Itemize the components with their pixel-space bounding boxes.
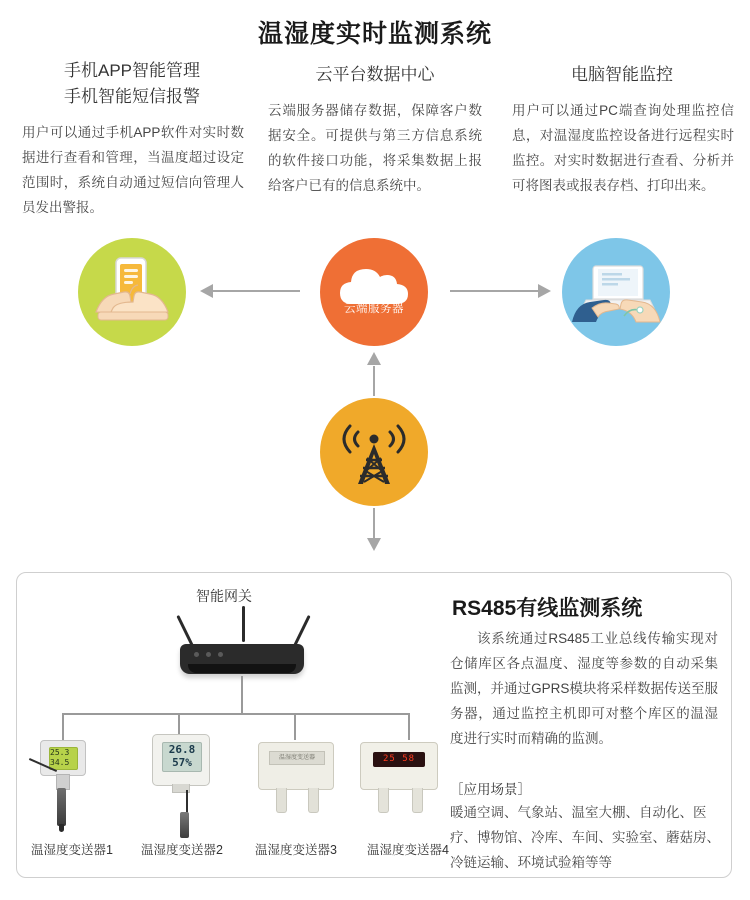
column-cloud-title: 云平台数据中心 (315, 65, 435, 84)
router-led-3 (218, 652, 223, 657)
device-4-probe-2 (412, 788, 423, 813)
pc-monitor-illustration (562, 238, 670, 346)
arrow-tower-to-gateway-head (367, 538, 381, 551)
bus-stem-line (241, 676, 243, 714)
arrow-tower-to-cloud-head (367, 352, 381, 365)
device-2-screen (162, 742, 202, 772)
device-3-body (258, 742, 334, 790)
arrow-cloud-to-mobile-line (212, 290, 300, 292)
signal-tower-illustration (320, 398, 428, 506)
arrow-cloud-to-pc-head (538, 284, 551, 298)
hands-phone-icon (78, 238, 186, 346)
gateway-router-icon (180, 644, 304, 674)
device-2-screen-line2: 57% (172, 756, 192, 769)
device-1-screen-line2: 34.5 (50, 758, 70, 767)
cloud-badge-label: 云端服务器 (344, 303, 404, 315)
rs485-body: 该系统通过RS485工业总线传输实现对仓储库区各点温度、湿度等参数的自动采集监测，并通过GPRS模块将采样数据传送至服务器，通过监控主机即可对整个库区的温湿度进行实时而精确的监测。 (450, 631, 718, 746)
arrow-tower-to-cloud-line (373, 366, 375, 396)
router-led-1 (194, 652, 199, 657)
column-pc (508, 62, 736, 198)
bus-drop-line-1 (62, 714, 64, 740)
column-mobile-body: 用户可以通过手机APP软件对实时数据进行查看和管理，当温度超过设定范围时，系统自动通过短信向管理人员发出警报。 (22, 125, 244, 215)
arrow-cloud-to-mobile-head (200, 284, 213, 298)
device-1-probe (57, 788, 66, 826)
bus-drop-line-3 (294, 714, 296, 740)
device-1-body (40, 740, 86, 776)
column-cloud (266, 62, 484, 198)
device-4-screen: 25 58 (373, 752, 425, 767)
bus-horizontal-line (62, 713, 410, 715)
device-3-label: 温湿度变送器 (269, 751, 325, 765)
gateway-label: 智能网关 (196, 588, 252, 604)
bus-drop-line-4 (408, 714, 410, 740)
arrow-tower-to-gateway-line (373, 508, 375, 540)
device-2-caption: 温湿度变送器2 (141, 843, 223, 857)
device-2-body (152, 734, 210, 786)
device-4-probe-1 (378, 788, 389, 813)
device-3-caption: 温湿度变送器3 (255, 843, 337, 857)
rs485-title: RS485有线监测系统 (452, 597, 643, 620)
device-1-screen-line1: 25.3 (50, 748, 70, 757)
device-2-probe (180, 812, 189, 838)
column-pc-title: 电脑智能监控 (571, 65, 673, 84)
rs485-scene-title: ［应用场景］ (450, 782, 531, 797)
cloud-server-illustration (320, 238, 428, 346)
device-4-caption: 温湿度变送器4 (367, 843, 449, 857)
antenna-tower-icon (320, 398, 428, 506)
mobile-app-illustration (78, 238, 186, 346)
device-3-probe-1 (276, 788, 287, 813)
cloud-icon (320, 238, 428, 346)
device-1-caption: 温湿度变送器1 (31, 843, 113, 857)
device-4-body (360, 742, 438, 790)
page-title: 温湿度实时监测系统 (257, 20, 492, 48)
column-mobile (18, 58, 246, 220)
laptop-hands-icon (562, 238, 670, 346)
device-1-probe-tip (59, 824, 64, 832)
column-pc-body: 用户可以通过PC端查询处理监控信息，对温湿度监控设备进行远程实时监控。对实时数据进行查看、分析并可将图表或报表存档、打印出来。 (512, 103, 734, 193)
column-mobile-title-line2: 手机智能短信报警 (64, 87, 200, 106)
arrow-cloud-to-pc-line (450, 290, 538, 292)
router-antenna-center (242, 606, 245, 642)
column-cloud-body: 云端服务器储存数据，保障客户数据安全。可提供与第三方信息系统的软件接口功能，将采集数据上报给客户已有的信息系统中。 (268, 103, 482, 193)
router-led-2 (206, 652, 211, 657)
rs485-scene-body: 暖通空调、气象站、温室大棚、自动化、医疗、博物馆、冷库、车间、实验室、蘑菇房、冷链运输、环境试验箱等等 (450, 805, 720, 870)
device-3-probe-2 (308, 788, 319, 813)
device-2-screen-line1: 26.8 (168, 743, 196, 756)
device-2-cable (186, 790, 188, 814)
column-mobile-title-line1: 手机APP智能管理 (63, 61, 201, 80)
device-1-screen (49, 747, 78, 770)
